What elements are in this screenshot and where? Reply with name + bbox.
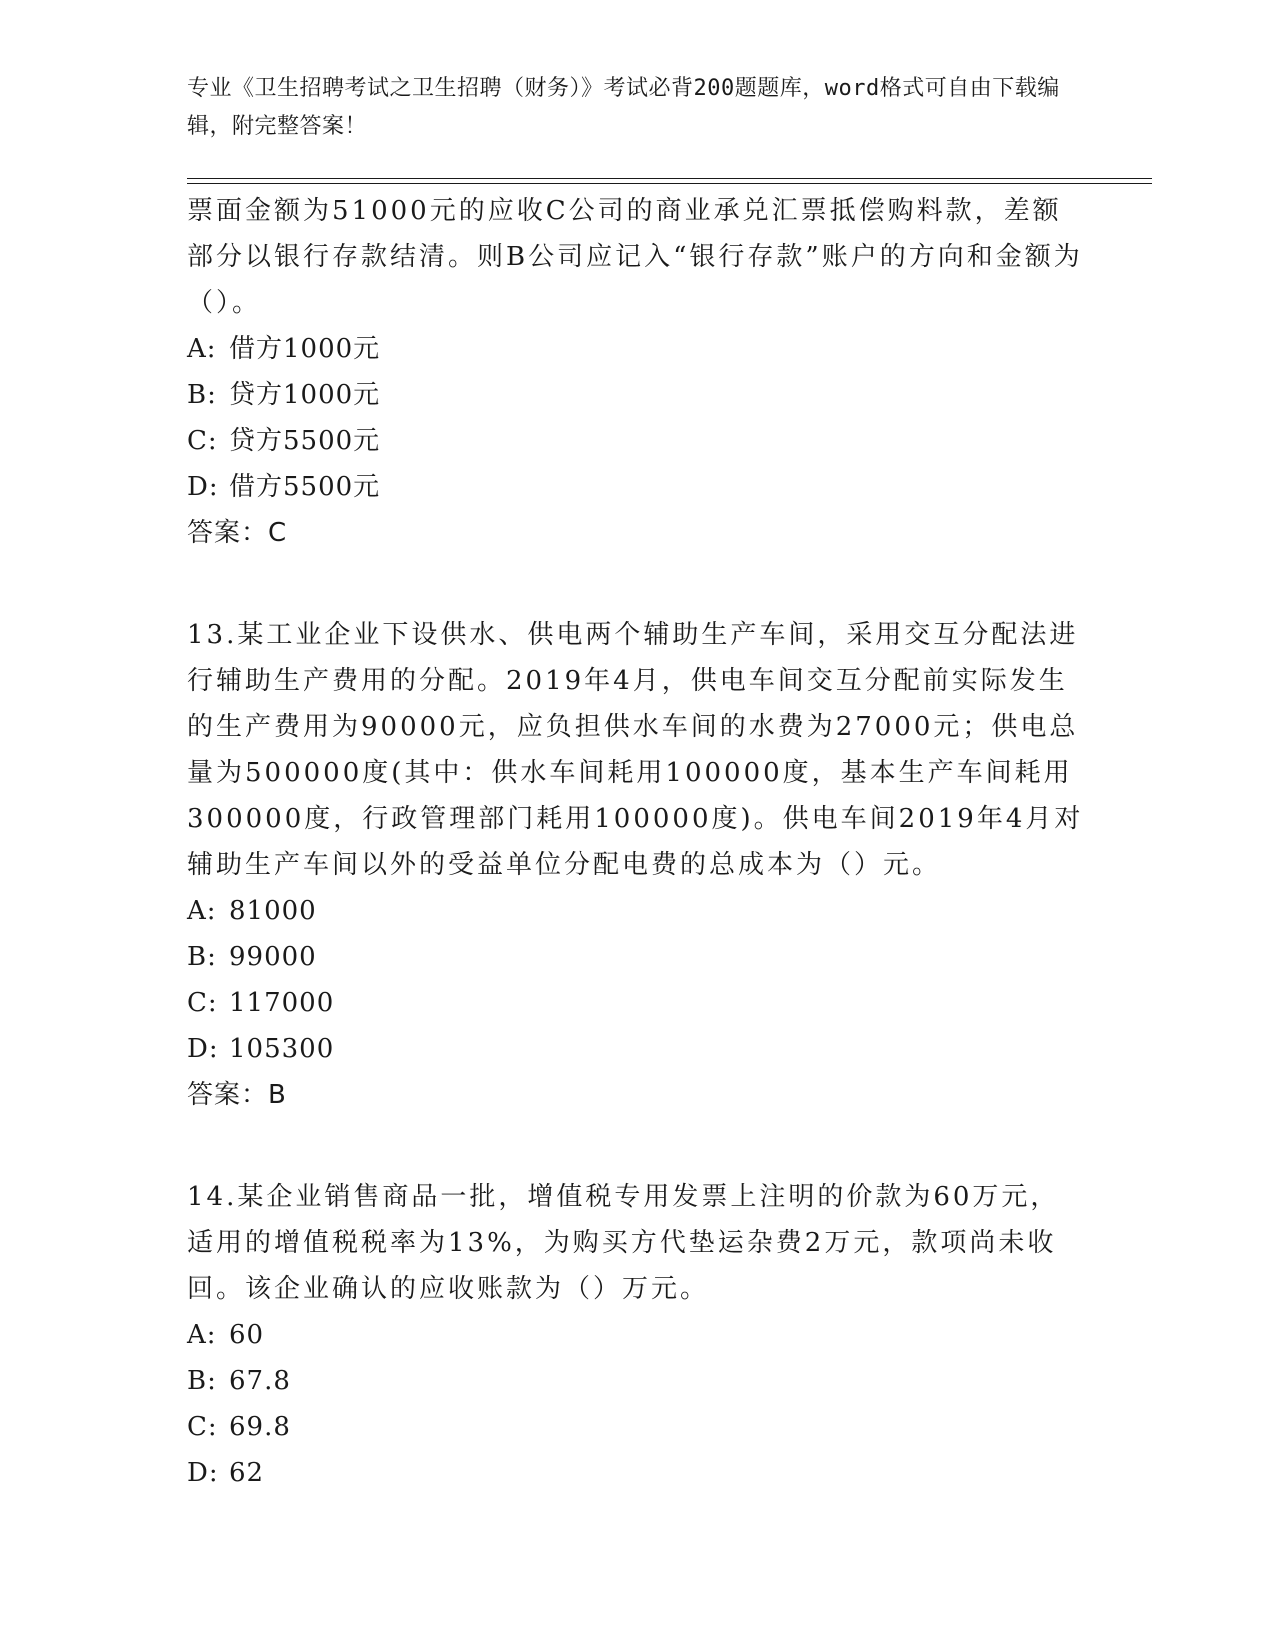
option-key: B: xyxy=(187,1366,217,1396)
option-key: D: xyxy=(187,1034,219,1064)
option-key: C: xyxy=(187,988,218,1018)
option-d xyxy=(187,464,1087,510)
option-c xyxy=(187,1404,1087,1450)
option-a xyxy=(187,326,1087,372)
option-key: B: xyxy=(187,942,217,972)
question-stem: 14.某企业销售商品一批，增值税专用发票上注明的价款为60万元，适用的增值税税率为13%，为购买方代垫运杂费2万元，款项尚未收回。该企业确认的应收账款为（）万元。 xyxy=(187,1182,1060,1304)
question-block xyxy=(187,188,1087,556)
answer-line: 答案：B xyxy=(187,1080,287,1110)
option-a xyxy=(187,1312,1087,1358)
option-d xyxy=(187,1450,1087,1496)
option-text: 60 xyxy=(229,1320,265,1350)
option-key: A: xyxy=(187,334,217,364)
document-header xyxy=(187,70,1077,146)
option-text: 117000 xyxy=(229,988,335,1018)
option-key: A: xyxy=(187,1320,217,1350)
option-key: A: xyxy=(187,896,217,926)
option-b xyxy=(187,934,1087,980)
option-a xyxy=(187,888,1087,934)
option-key: C: xyxy=(187,1412,218,1442)
option-key: C: xyxy=(187,426,218,456)
question-block xyxy=(187,612,1087,1118)
option-c xyxy=(187,418,1087,464)
header-double-rule xyxy=(187,178,1152,184)
option-text: 99000 xyxy=(229,942,317,972)
option-text: 62 xyxy=(229,1458,265,1488)
option-b xyxy=(187,1358,1087,1404)
option-key: D: xyxy=(187,1458,219,1488)
question-stem: 13.某工业企业下设供水、供电两个辅助生产车间，采用交互分配法进行辅助生产费用的分配。2019年4月，供电车间交互分配前实际发生的生产费用为90000元，应负担供水车间的水费为27000元；供电总量为500000度(其中：供水车间耗用100000度，基本生产车间耗用300000度，行政管理部门耗用100000度)。供电车间2019年4月对辅助生产车间以外的受益单位分配电费的总成本为（）元。 xyxy=(187,620,1084,880)
question-block xyxy=(187,1174,1087,1496)
option-b xyxy=(187,372,1087,418)
option-text: 借方1000元 xyxy=(229,334,381,364)
question-spacer xyxy=(187,1118,1087,1174)
option-text: 67.8 xyxy=(229,1366,291,1396)
option-text: 105300 xyxy=(229,1034,335,1064)
option-c xyxy=(187,980,1087,1026)
option-key: B: xyxy=(187,380,217,410)
question-stem: 票面金额为51000元的应收C公司的商业承兑汇票抵偿购料款，差额部分以银行存款结清。则B公司应记入“银行存款”账户的方向和金额为（）。 xyxy=(187,196,1083,318)
option-text: 借方5500元 xyxy=(229,472,381,502)
option-text: 81000 xyxy=(229,896,317,926)
document-body xyxy=(187,188,1087,1496)
option-text: 贷方1000元 xyxy=(229,380,381,410)
option-text: 69.8 xyxy=(229,1412,291,1442)
answer-line: 答案：C xyxy=(187,518,288,548)
option-key: D: xyxy=(187,472,219,502)
question-spacer xyxy=(187,556,1087,612)
option-d xyxy=(187,1026,1087,1072)
header-title: 专业《卫生招聘考试之卫生招聘（财务）》考试必背200题题库，word格式可自由下载编辑，附完整答案！ xyxy=(187,76,1060,139)
option-text: 贷方5500元 xyxy=(229,426,381,456)
